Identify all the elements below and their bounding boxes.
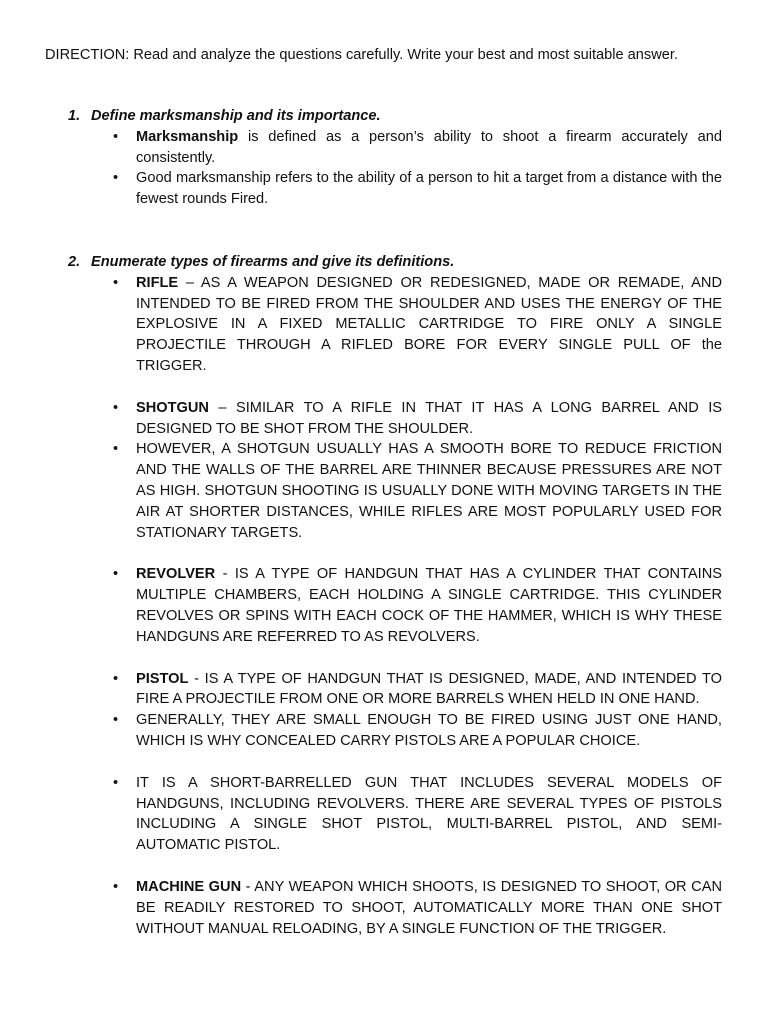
item-text: IT IS A SHORT-BARRELLED GUN THAT INCLUDES SEVERAL MODELS OF HANDGUNS, INCLUDING REVOLVERS. THERE ARE SEVERAL TYPES OF PISTOLS INCLUDING A SINGLE SHOT PISTOL, MULTI-BARREL PISTOL, AND SEMI-AUTOMATIC PISTOL. (136, 774, 722, 854)
direction-text: DIRECTION: Read and analyze the questions carefully. Write your best and most suitable answer. (45, 47, 678, 63)
item-text: – AS A WEAPON DESIGNED OR REDESIGNED, MADE OR REMADE, AND INTENDED TO BE FIRED FROM THE SHOULDER AND USES THE ENERGY OF THE EXPLOSIVE IN A FIXED METALLIC CARTRIDGE TO FIRE ONLY A SINGLE PROJECTILE THROUGH A RIFLED BORE FOR EVERY SINGLE PULL OF the TRIGGER. (136, 274, 722, 374)
item-text: Good marksmanship refers to the ability of a person to hit a target from a distance with the fewest rounds Fired. (136, 170, 722, 208)
list-item (136, 710, 722, 752)
item-text: - IS A TYPE OF HANDGUN THAT IS DESIGNED, MADE, AND INTENDED TO FIRE A PROJECTILE FROM ONE OR MORE BARRELS WHEN HELD IN ONE HAND. (136, 670, 722, 708)
list-item (136, 669, 722, 711)
question-2-title (68, 252, 728, 273)
item-text: - IS A TYPE OF HANDGUN THAT HAS A CYLINDER THAT CONTAINS MULTIPLE CHAMBERS, EACH HOLDING A SINGLE CARTRIDGE. THIS CYLINDER REVOLVES OR SPINS WITH EACH COCK OF THE HAMMER, WHICH IS WHY THESE HANDGUNS ARE REFERRED TO AS REVOLVERS. (136, 566, 722, 645)
question-2 (68, 252, 728, 939)
question-2-title-text: Enumerate types of firearms and give its definitions. (91, 254, 455, 270)
item-text: is defined as a person’s ability to shoot a firearm accurately and consistently. (136, 128, 722, 166)
question-2-number: 2. (68, 254, 81, 270)
term-label: REVOLVER (136, 566, 216, 583)
list-item (136, 273, 722, 377)
list-item (136, 439, 722, 543)
term-label: RIFLE (136, 274, 179, 291)
list-item (136, 127, 722, 169)
question-1-answer-list (68, 127, 728, 210)
item-text: – SIMILAR TO A RIFLE IN THAT IT HAS A LONG BARREL AND IS DESIGNED TO BE SHOT FROM THE SHOULDER. (136, 399, 722, 437)
list-item (136, 877, 722, 939)
list-item (136, 168, 722, 210)
list-item (136, 773, 722, 856)
question-1-title-text: Define marksmanship and its importance. (91, 108, 381, 124)
question-2-answer-list (68, 273, 728, 940)
term-label: Marksmanship (136, 128, 239, 145)
question-1 (68, 106, 728, 210)
question-1-title (68, 106, 728, 127)
term-label: MACHINE GUN (136, 878, 242, 895)
list-item (136, 564, 722, 647)
list-item (136, 398, 722, 440)
item-text: GENERALLY, THEY ARE SMALL ENOUGH TO BE FIRED USING JUST ONE HAND, WHICH IS WHY CONCEALED CARRY PISTOLS ARE A POPULAR CHOICE. (136, 712, 722, 749)
term-label: SHOTGUN (136, 399, 209, 416)
item-text: HOWEVER, A SHOTGUN USUALLY HAS A SMOOTH BORE TO REDUCE FRICTION AND THE WALLS OF THE BARREL ARE THINNER BECAUSE PRESSURES ARE NOT AS HIGH. SHOTGUN SHOOTING IS USUALLY DONE WITH MOVING TARGETS IN THE AIR AT SHORTER DISTANCES, WHILE RIFLES ARE MOST POPULARLY USED FOR STATIONARY TARGETS. (136, 441, 722, 541)
question-1-number: 1. (68, 108, 81, 124)
item-text: - ANY WEAPON WHICH SHOOTS, IS DESIGNED TO SHOOT, OR CAN BE READILY RESTORED TO SHOOT, AUTOMATICALLY MORE THAN ONE SHOT WITHOUT MANUAL RELOADING, BY A SINGLE FUNCTION OF THE TRIGGER. (136, 878, 722, 937)
term-label: PISTOL (136, 670, 189, 687)
